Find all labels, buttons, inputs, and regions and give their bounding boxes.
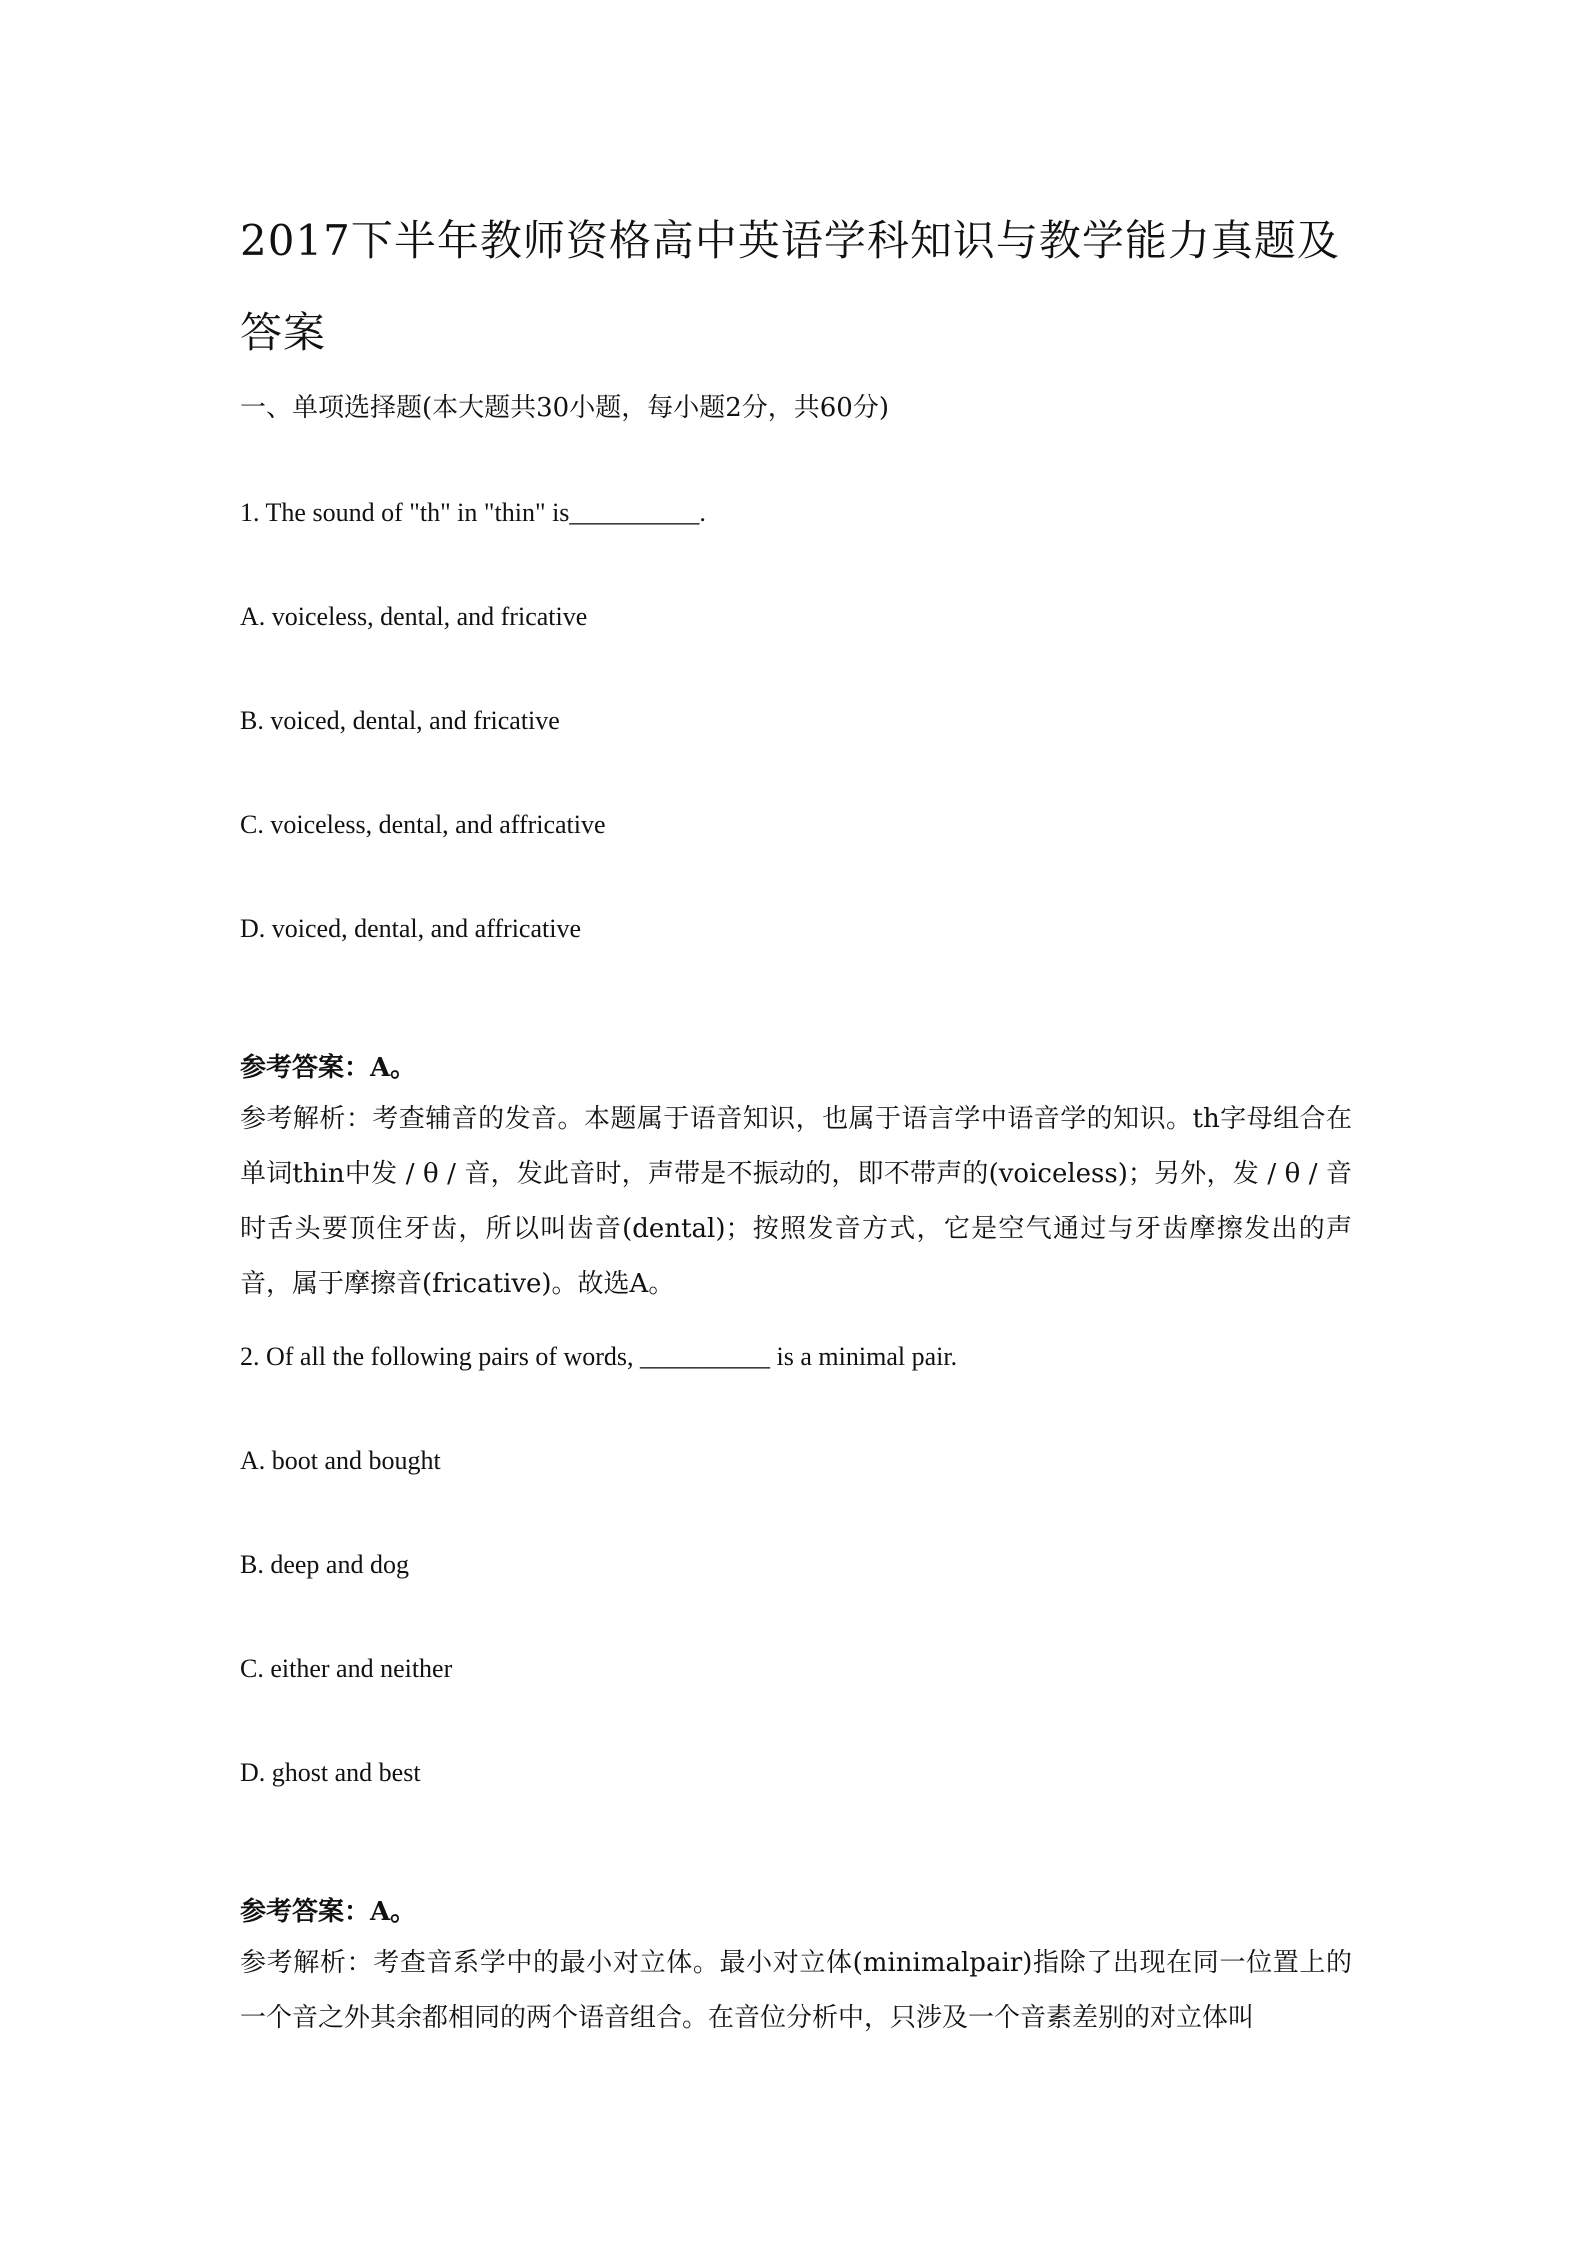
question-1-option-c: C. voiceless, dental, and affricative: [240, 810, 606, 839]
document-title: 2017下半年教师资格高中英语学科知识与教学能力真题及答案: [240, 216, 1340, 357]
question-1-option-a: A. voiceless, dental, and fricative: [240, 602, 588, 631]
question-2-option-d: D. ghost and best: [240, 1758, 421, 1787]
question-2-analysis: 参考解析：考查音系学中的最小对立体。最小对立体(minimalpair)指除了出现在同一位置上的一个音之外其余都相同的两个语音组合。在音位分析中，只涉及一个音素差别的对立体叫: [240, 1948, 1352, 2033]
question-2-option-b: B. deep and dog: [240, 1550, 409, 1579]
question-1-analysis: 参考解析：考查辅音的发音。本题属于语音知识，也属于语言学中语音学的知识。th字母组合在单词thin中发 / θ / 音，发此音时，声带是不振动的，即不带声的(voiceless)；另外，发 / θ / 音时舌头要顶住牙齿，所以叫齿音(dental)；按照发音方式，它是空气通过与牙齿摩擦发出的声音，属于摩擦音(fricative)。故选A。: [240, 1104, 1352, 1299]
question-2-option-c: C. either and neither: [240, 1654, 453, 1683]
question-1-answer: 参考答案：A。: [240, 1053, 417, 1083]
question-2-answer: 参考答案：A。: [240, 1897, 417, 1927]
question-1-stem: 1. The sound of "th" in "thin" is__________.: [240, 498, 706, 527]
question-2-option-a: A. boot and bought: [240, 1446, 441, 1475]
section-heading: 一、单项选择题(本大题共30小题，每小题2分，共60分): [240, 393, 889, 423]
question-2-stem: 2. Of all the following pairs of words, __________ is a minimal pair.: [240, 1342, 958, 1371]
question-1-option-d: D. voiced, dental, and affricative: [240, 914, 581, 943]
question-1-option-b: B. voiced, dental, and fricative: [240, 706, 560, 735]
